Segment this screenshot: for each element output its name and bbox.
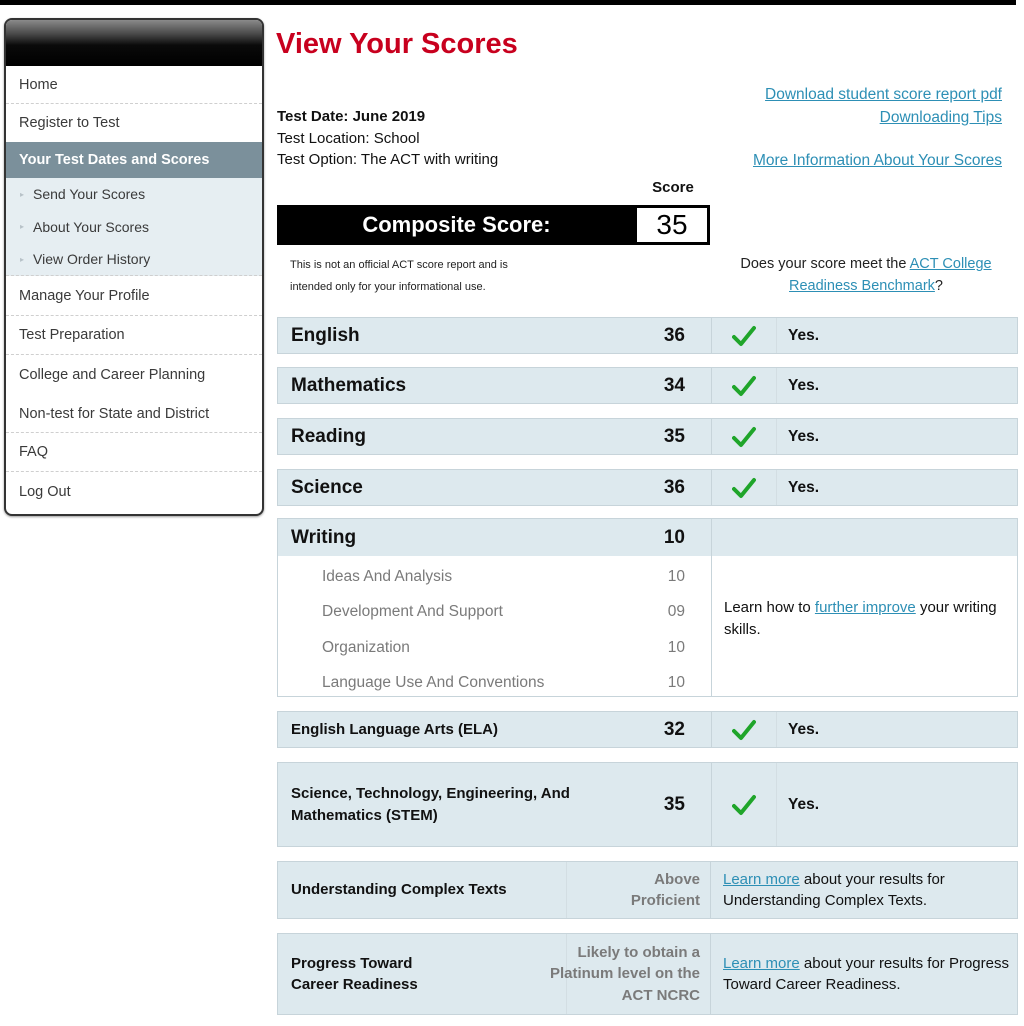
benchmark-met: Yes.	[788, 326, 820, 344]
checkmark-icon	[711, 712, 777, 747]
score-row-stem	[277, 762, 1018, 847]
disclaimer-line: This is not an official ACT score report and is	[290, 259, 508, 271]
subject-score: 32	[663, 718, 685, 740]
domain-score: 10	[667, 638, 685, 656]
learn-more-link[interactable]: Learn more	[723, 954, 800, 972]
sidebar-item-manage-profile[interactable]	[6, 276, 262, 316]
subject-score: 36	[663, 476, 685, 498]
writing-domain-row	[278, 595, 711, 631]
indicator-name-text: Progress Toward Career Readiness	[291, 954, 418, 993]
sidebar-item-test-prep[interactable]	[6, 316, 262, 355]
test-location: Test Location: School	[277, 129, 420, 147]
tip-prefix: Learn how to	[724, 599, 815, 616]
benchmark-suffix: ?	[934, 277, 943, 294]
subject-name: English	[291, 324, 360, 346]
composite-score-value: 35	[636, 207, 708, 243]
benchmark-prefix: Does your score meet the	[740, 256, 910, 272]
sidebar-item-register[interactable]	[6, 104, 262, 142]
benchmark-met: Yes.	[788, 427, 820, 445]
sidebar-item-non-test[interactable]	[6, 395, 262, 433]
sidebar-item-logout[interactable]	[6, 472, 262, 512]
score-row-ela	[277, 711, 1018, 748]
downloading-tips-link[interactable]: Downloading Tips	[879, 109, 1002, 126]
benchmark-link[interactable]: ACT College Readiness Benchmark	[789, 256, 992, 294]
indicator-desc	[710, 934, 1017, 1014]
checkmark-icon	[711, 419, 777, 454]
sidebar-item-label: Home	[19, 76, 58, 93]
benchmark-met: Yes.	[788, 376, 820, 394]
sidebar-item-label: Log Out	[19, 484, 71, 500]
domain-score: 10	[667, 674, 685, 692]
benchmark-met: Yes.	[788, 478, 820, 496]
sidebar-item-college-career[interactable]	[6, 355, 262, 395]
indicator-name	[278, 934, 567, 1014]
domain-score: 10	[667, 567, 685, 585]
score-row-english	[277, 317, 1018, 354]
benchmark-question	[716, 254, 1016, 297]
checkmark-icon	[711, 368, 777, 403]
subject-name: Writing	[291, 526, 357, 548]
indicator-level-text: Above Proficient	[630, 870, 700, 909]
subject-score: 10	[663, 526, 685, 548]
test-info	[277, 106, 498, 171]
indicator-desc-text: about your results for Understanding Complex Texts.	[723, 870, 945, 909]
sidebar-item-label: View Order History	[33, 251, 151, 267]
sidebar-item-about-scores[interactable]	[6, 210, 262, 243]
more-info-link[interactable]: More Information About Your Scores	[752, 152, 1002, 169]
sidebar-item-home[interactable]	[6, 66, 262, 104]
indicator-level-text: Likely to obtain a Platinum level on the ACT NCRC	[549, 943, 700, 1004]
learn-more-link[interactable]: Learn more	[723, 870, 800, 888]
subject-score: 35	[663, 425, 685, 447]
indicator-row-complex-texts	[277, 861, 1018, 919]
disclaimer-line: intended only for your informational use.	[290, 281, 486, 293]
writing-domain-row	[278, 559, 711, 595]
sidebar-item-label: FAQ	[19, 444, 49, 460]
sidebar-item-label: Register to Test	[19, 115, 120, 131]
sidebar-item-send-scores[interactable]	[6, 178, 262, 210]
sidebar-item-faq[interactable]	[6, 433, 262, 472]
sidebar-item-label: Send Your Scores	[33, 186, 146, 202]
domain-name: Language Use And Conventions	[322, 674, 545, 692]
caret-right-icon: ▸	[20, 189, 25, 199]
sidebar-header	[6, 20, 262, 66]
sidebar-item-order-history[interactable]	[6, 243, 262, 276]
writing-header	[278, 519, 1017, 556]
sidebar-item-label: Manage Your Profile	[19, 287, 150, 304]
caret-right-icon: ▸	[20, 222, 25, 231]
writing-body	[278, 556, 1017, 696]
domain-name: Organization	[322, 638, 410, 656]
page-title: View Your Scores	[276, 28, 518, 60]
subject-name: Science, Technology, Engineering, And Mathematics (STEM)	[291, 785, 570, 824]
further-improve-link[interactable]: further improve	[814, 599, 916, 616]
subject-name: Reading	[291, 425, 366, 447]
score-row-science	[277, 469, 1018, 506]
sidebar-item-label: Your Test Dates and Scores	[19, 152, 210, 168]
indicator-desc	[710, 862, 1017, 918]
domain-score: 09	[667, 603, 685, 621]
writing-header-spacer	[711, 519, 1017, 556]
benchmark-met: Yes.	[788, 720, 820, 738]
sidebar-item-label: About Your Scores	[33, 218, 149, 235]
indicator-name: Understanding Complex Texts	[278, 862, 567, 918]
tip-suffix: your writing skills.	[724, 599, 997, 638]
test-option: Test Option: The ACT with writing	[277, 151, 499, 168]
top-bar	[0, 0, 1016, 5]
score-row-reading	[277, 418, 1018, 455]
score-row-mathematics	[277, 367, 1018, 404]
indicator-desc-text: about your results for Progress Toward Career Readiness.	[723, 954, 1009, 993]
subject-score: 35	[663, 793, 685, 815]
writing-domain-row	[278, 630, 711, 666]
domain-name: Ideas And Analysis	[322, 567, 453, 585]
indicator-row-career-readiness	[277, 933, 1018, 1015]
writing-domain-row	[278, 666, 711, 702]
composite-score-bar	[277, 205, 710, 245]
sidebar-nav	[4, 18, 264, 516]
composite-score-label: Composite Score:	[362, 212, 551, 237]
sidebar-item-test-dates-scores[interactable]	[6, 142, 262, 178]
caret-right-icon: ▸	[20, 254, 25, 264]
test-date: Test Date: June 2019	[277, 108, 426, 125]
sidebar-item-label: Test Preparation	[19, 327, 125, 343]
domain-name: Development And Support	[322, 603, 503, 621]
subject-score: 34	[663, 374, 685, 396]
disclaimer	[290, 254, 508, 298]
checkmark-icon	[711, 318, 777, 353]
indicator-level	[537, 934, 710, 1014]
score-links	[753, 83, 1002, 172]
writing-domains	[278, 556, 711, 696]
download-pdf-link[interactable]: Download student score report pdf	[765, 86, 1002, 103]
subject-name: Science	[291, 476, 363, 498]
score-column-header: Score	[652, 179, 694, 196]
benchmark-met: Yes.	[788, 795, 820, 813]
sidebar-item-label: College and Career Planning	[19, 367, 206, 383]
sidebar-item-label: Non-test for State and District	[19, 405, 210, 422]
writing-tip	[711, 556, 1017, 696]
indicator-level	[567, 862, 710, 918]
subject-score: 36	[663, 324, 685, 346]
subject-name: English Language Arts (ELA)	[291, 721, 498, 738]
subject-name: Mathematics	[291, 374, 407, 396]
checkmark-icon	[711, 763, 777, 846]
checkmark-icon	[711, 470, 777, 505]
writing-section	[277, 518, 1018, 697]
